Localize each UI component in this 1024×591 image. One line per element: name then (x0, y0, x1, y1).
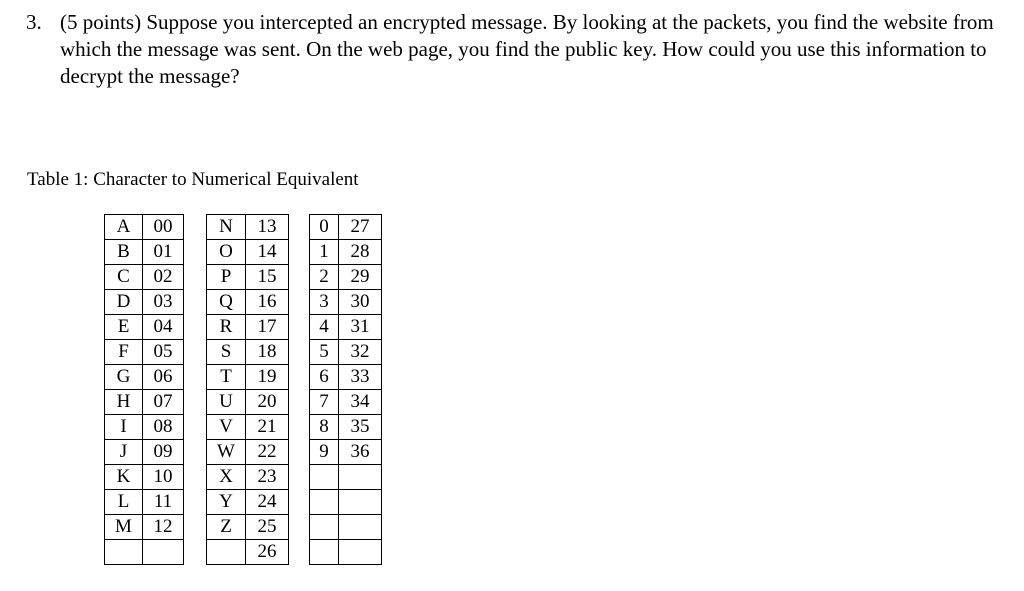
table-row (207, 465, 289, 490)
numeric-value-cell: 32 (339, 340, 382, 365)
character-cell: 8 (310, 415, 339, 440)
table-row (207, 490, 289, 515)
table-row (310, 240, 382, 265)
numeric-value-cell: 31 (339, 315, 382, 340)
table-row (310, 390, 382, 415)
table-row (310, 340, 382, 365)
numeric-value-cell: 24 (246, 490, 289, 515)
numeric-value-cell: 03 (143, 290, 184, 315)
character-cell: Y (207, 490, 246, 515)
character-cell: Q (207, 290, 246, 315)
table-row (105, 490, 184, 515)
character-cell: H (105, 390, 143, 415)
numeric-value-cell: 18 (246, 340, 289, 365)
character-cell: T (207, 365, 246, 390)
numeric-value-cell: 04 (143, 315, 184, 340)
table-digits (309, 214, 382, 565)
character-cell (310, 465, 339, 490)
table-row (207, 340, 289, 365)
character-cell: A (105, 215, 143, 240)
table-row (207, 315, 289, 340)
character-cell: B (105, 240, 143, 265)
numeric-value-cell: 08 (143, 415, 184, 440)
character-cell: O (207, 240, 246, 265)
numeric-value-cell: 36 (339, 440, 382, 465)
table-row (105, 515, 184, 540)
character-cell: 7 (310, 390, 339, 415)
numeric-value-cell: 30 (339, 290, 382, 315)
numeric-value-cell: 00 (143, 215, 184, 240)
character-cell: D (105, 290, 143, 315)
table-row (105, 240, 184, 265)
numeric-value-cell: 27 (339, 215, 382, 240)
character-cell: P (207, 265, 246, 290)
character-cell (207, 540, 246, 565)
table-row (105, 315, 184, 340)
table-row (310, 465, 382, 490)
numeric-value-cell: 01 (143, 240, 184, 265)
table-letters-n-z (206, 214, 289, 565)
numeric-value-cell: 26 (246, 540, 289, 565)
character-cell: 2 (310, 265, 339, 290)
table-row (310, 365, 382, 390)
numeric-value-cell (339, 465, 382, 490)
numeric-value-cell: 14 (246, 240, 289, 265)
numeric-value-cell (143, 540, 184, 565)
table-row (207, 415, 289, 440)
character-cell: 6 (310, 365, 339, 390)
table-row (207, 240, 289, 265)
table-row (105, 390, 184, 415)
character-cell: Z (207, 515, 246, 540)
character-cell: 1 (310, 240, 339, 265)
numeric-value-cell: 28 (339, 240, 382, 265)
table-row (310, 315, 382, 340)
character-cell (310, 540, 339, 565)
table-row (105, 415, 184, 440)
character-cell: V (207, 415, 246, 440)
table-row (105, 290, 184, 315)
numeric-value-cell: 07 (143, 390, 184, 415)
numeric-value-cell: 35 (339, 415, 382, 440)
character-cell: F (105, 340, 143, 365)
character-cell: K (105, 465, 143, 490)
table-row (105, 465, 184, 490)
character-cell: C (105, 265, 143, 290)
question (26, 9, 1006, 90)
numeric-value-cell: 12 (143, 515, 184, 540)
character-cell: J (105, 440, 143, 465)
question-text: (5 points) Suppose you intercepted an encrypted message. By looking at the packets, you find the website from which the message was sent. On the web page, you find the public key. How could you use this information to decrypt the message? (60, 10, 994, 88)
numeric-value-cell: 19 (246, 365, 289, 390)
table-row (207, 290, 289, 315)
table-row (105, 215, 184, 240)
numeric-value-cell: 02 (143, 265, 184, 290)
table-letters-a-m (104, 214, 184, 565)
table-row (207, 540, 289, 565)
numeric-value-cell: 25 (246, 515, 289, 540)
character-cell: R (207, 315, 246, 340)
table-row (105, 365, 184, 390)
character-cell: X (207, 465, 246, 490)
table-row (207, 265, 289, 290)
table-row (310, 540, 382, 565)
character-cell: L (105, 490, 143, 515)
numeric-value-cell (339, 540, 382, 565)
numeric-value-cell (339, 490, 382, 515)
table-row (207, 365, 289, 390)
numeric-value-cell: 10 (143, 465, 184, 490)
numeric-value-cell: 33 (339, 365, 382, 390)
table-row (310, 515, 382, 540)
table-row (310, 415, 382, 440)
character-cell: M (105, 515, 143, 540)
table-row (105, 340, 184, 365)
character-cell: 0 (310, 215, 339, 240)
character-cell (310, 490, 339, 515)
numeric-value-cell: 22 (246, 440, 289, 465)
character-cell: N (207, 215, 246, 240)
table-row (207, 440, 289, 465)
table-row (105, 440, 184, 465)
table-row (207, 215, 289, 240)
numeric-value-cell: 09 (143, 440, 184, 465)
character-cell: 3 (310, 290, 339, 315)
character-cell: 4 (310, 315, 339, 340)
table-row (310, 440, 382, 465)
character-cell: U (207, 390, 246, 415)
numeric-value-cell: 05 (143, 340, 184, 365)
table-row (105, 540, 184, 565)
table-row (105, 265, 184, 290)
character-cell: W (207, 440, 246, 465)
table-row (310, 290, 382, 315)
character-cell: I (105, 415, 143, 440)
character-cell: 9 (310, 440, 339, 465)
character-cell (310, 515, 339, 540)
character-cell (105, 540, 143, 565)
table-caption: Table 1: Character to Numerical Equivalent (27, 169, 359, 190)
table-row (207, 390, 289, 415)
table-row (310, 265, 382, 290)
table-row (310, 490, 382, 515)
numeric-value-cell (339, 515, 382, 540)
numeric-value-cell: 15 (246, 265, 289, 290)
character-cell: E (105, 315, 143, 340)
numeric-value-cell: 29 (339, 265, 382, 290)
character-cell: 5 (310, 340, 339, 365)
question-number: 3. (26, 10, 42, 34)
numeric-value-cell: 16 (246, 290, 289, 315)
table-row (207, 515, 289, 540)
numeric-value-cell: 11 (143, 490, 184, 515)
numeric-value-cell: 21 (246, 415, 289, 440)
table-row (310, 215, 382, 240)
numeric-value-cell: 13 (246, 215, 289, 240)
character-cell: S (207, 340, 246, 365)
numeric-value-cell: 20 (246, 390, 289, 415)
numeric-value-cell: 23 (246, 465, 289, 490)
character-cell: G (105, 365, 143, 390)
numeric-value-cell: 06 (143, 365, 184, 390)
numeric-value-cell: 17 (246, 315, 289, 340)
numeric-value-cell: 34 (339, 390, 382, 415)
